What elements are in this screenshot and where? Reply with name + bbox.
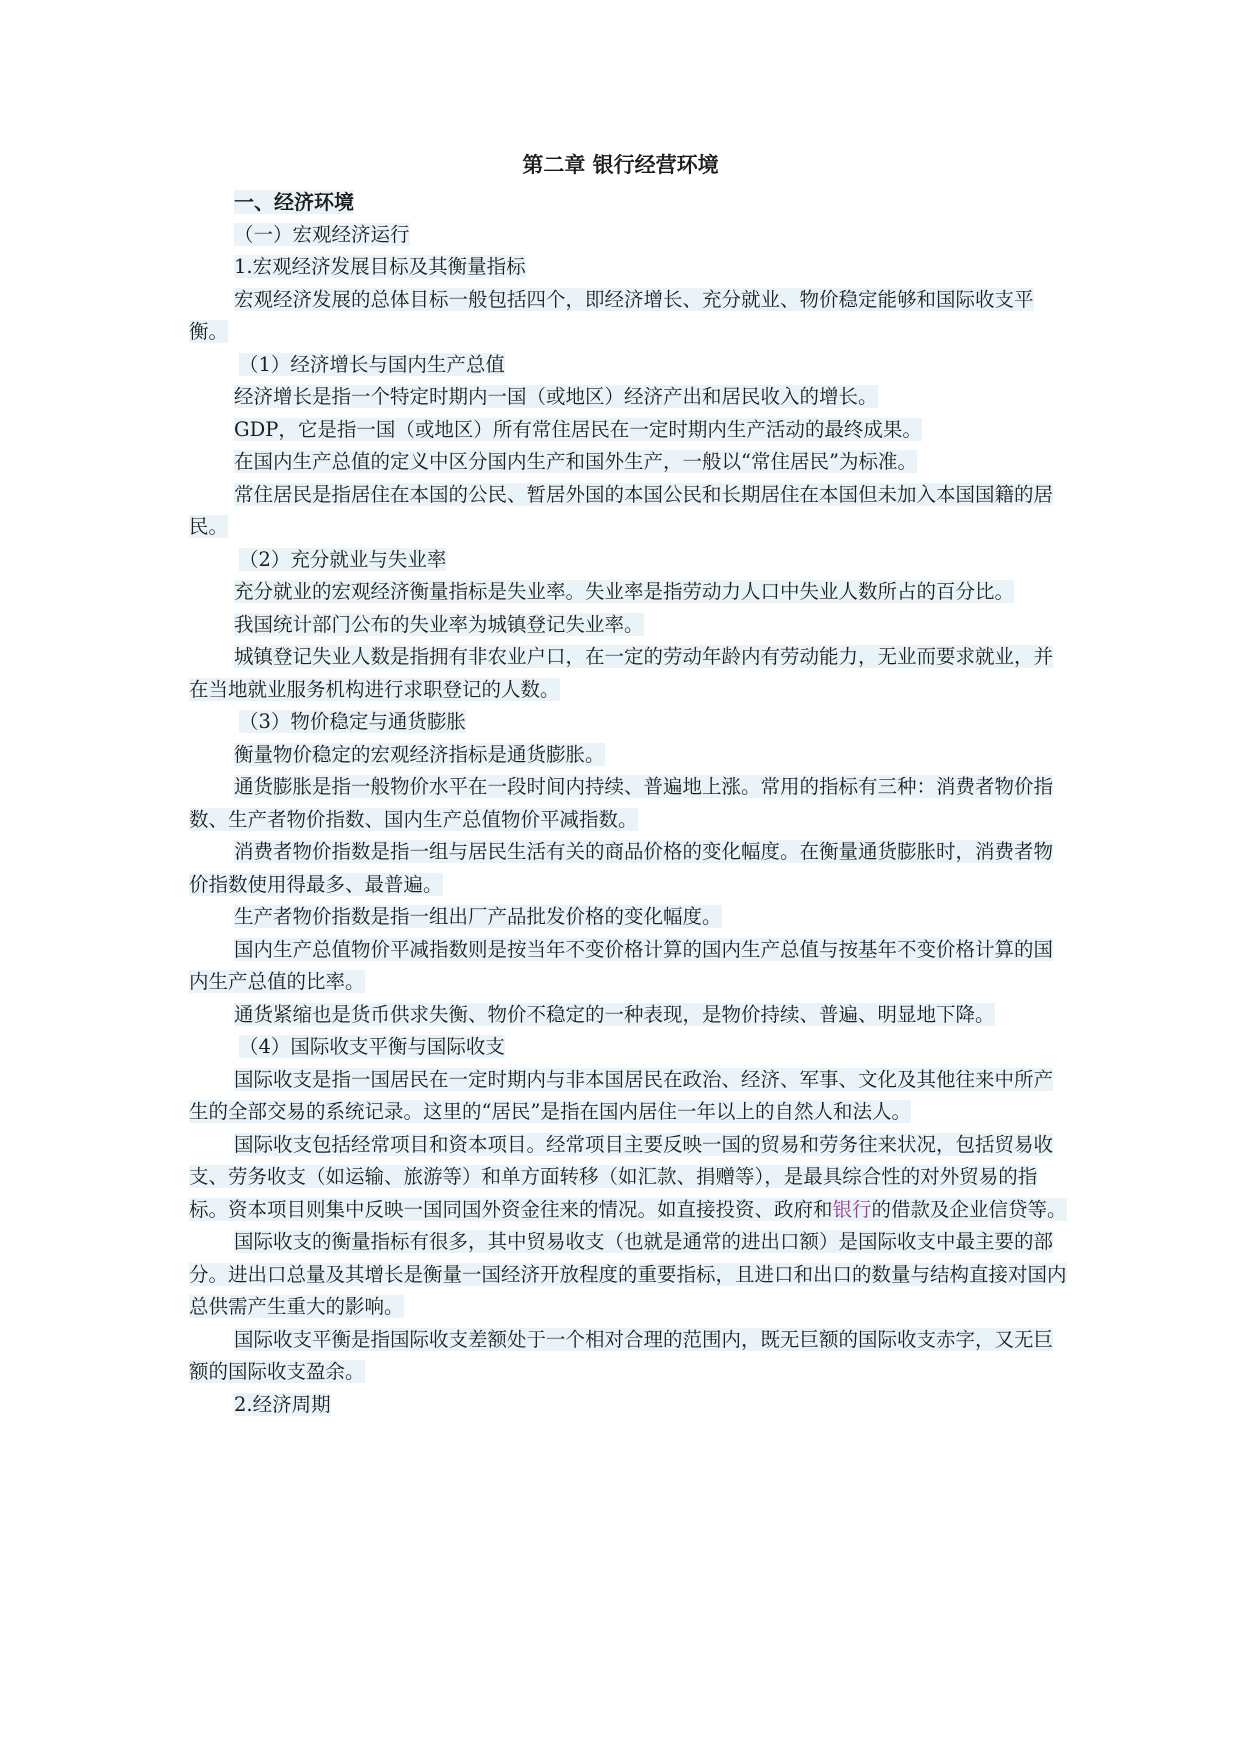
- paragraph: 通货膨胀是指一般物价水平在一段时间内持续、普遍地上涨。常用的指标有三种：消费者物价指数、生产者物价指数、国内生产总值物价平减指数。: [189, 775, 1054, 831]
- section-heading: 一、经济环境: [234, 190, 354, 214]
- paragraph: 国内生产总值物价平减指数则是按当年不变价格计算的国内生产总值与按基年不变价格计算的国内生产总值的比率。: [189, 937, 1054, 993]
- bank-link[interactable]: 银行: [832, 1197, 872, 1221]
- paragraph: 衡量物价稳定的宏观经济指标是通货膨胀。: [234, 742, 605, 766]
- paragraph: 国际收支的衡量指标有很多，其中贸易收支（也就是通常的进出口额）是国际收支中最主要的部分。进出口总量及其增长是衡量一国经济开放程度的重要指标，且进口和出口的数量与结构直接对国内总供需产生重大的影响。: [189, 1230, 1067, 1318]
- subsection-heading: （一）宏观经济运行: [234, 222, 410, 246]
- paragraph: 国际收支是指一国居民在一定时期内与非本国居民在政治、经济、军事、文化及其他往来中所产生的全部交易的系统记录。这里的“居民”是指在国内居住一年以上的自然人和法人。: [189, 1067, 1054, 1123]
- paragraph: 生产者物价指数是指一组出厂产品批发价格的变化幅度。: [234, 905, 722, 928]
- paragraph: 宏观经济发展的总体目标一般包括四个，即经济增长、充分就业、物价稳定能够和国际收支平衡。: [189, 287, 1034, 343]
- numbered-heading: （3）物价稳定与通货膨胀: [239, 710, 466, 733]
- numbered-heading: （4）国际收支平衡与国际收支: [239, 1035, 505, 1058]
- paragraph: 在国内生产总值的定义中区分国内生产和国外生产，一般以“常住居民”为标准。: [234, 450, 917, 473]
- paragraph: 消费者物价指数是指一组与居民生活有关的商品价格的变化幅度。在衡量通货膨胀时，消费者物价指数使用得最多、最普遍。: [189, 840, 1054, 896]
- paragraph: [189, 1129, 1069, 1227]
- chapter-title: 第二章 银行经营环境: [522, 153, 719, 177]
- numbered-heading: （1）经济增长与国内生产总值: [239, 352, 505, 376]
- paragraph: 城镇登记失业人数是指拥有非农业户口，在一定的劳动年龄内有劳动能力，无业而要求就业，并在当地就业服务机构进行求职登记的人数。: [189, 645, 1054, 701]
- item-heading: 2.经济周期: [234, 1392, 331, 1416]
- paragraph: 我国统计部门公布的失业率为城镇登记失业率。: [234, 612, 644, 636]
- document-body: [189, 186, 1069, 1421]
- paragraph: 通货紧缩也是货币供求失衡、物价不稳定的一种表现，是物价持续、普遍、明显地下降。: [234, 1002, 995, 1026]
- paragraph: 经济增长是指一个特定时期内一国（或地区）经济产出和居民收入的增长。: [234, 385, 878, 408]
- paragraph: 常住居民是指居住在本国的公民、暂居外国的本国公民和长期居住在本国但未加入本国国籍的居民。: [189, 482, 1054, 538]
- paragraph-text: 的借款及企业信贷等。: [871, 1197, 1067, 1221]
- numbered-heading: （2）充分就业与失业率: [239, 547, 447, 571]
- paragraph-text: 国际收支包括经常项目和资本项目。经常项目主要反映一国的贸易和劳务往来状况，包括贸易收支、劳务收支（如运输、旅游等）和单方面转移（如汇款、捐赠等），是最具综合性的对外贸易的指标。资本项目则集中反映一国同国外资金往来的情况。如直接投资、政府和: [189, 1132, 1054, 1221]
- paragraph: 国际收支平衡是指国际收支差额处于一个相对合理的范围内，既无巨额的国际收支赤字，又无巨额的国际收支盈余。: [189, 1327, 1054, 1383]
- paragraph: GDP，它是指一国（或地区）所有常住居民在一定时期内生产活动的最终成果。: [234, 417, 922, 441]
- paragraph: 充分就业的宏观经济衡量指标是失业率。失业率是指劳动力人口中失业人数所占的百分比。: [234, 580, 1015, 603]
- item-heading: 1.宏观经济发展目标及其衡量指标: [234, 255, 526, 278]
